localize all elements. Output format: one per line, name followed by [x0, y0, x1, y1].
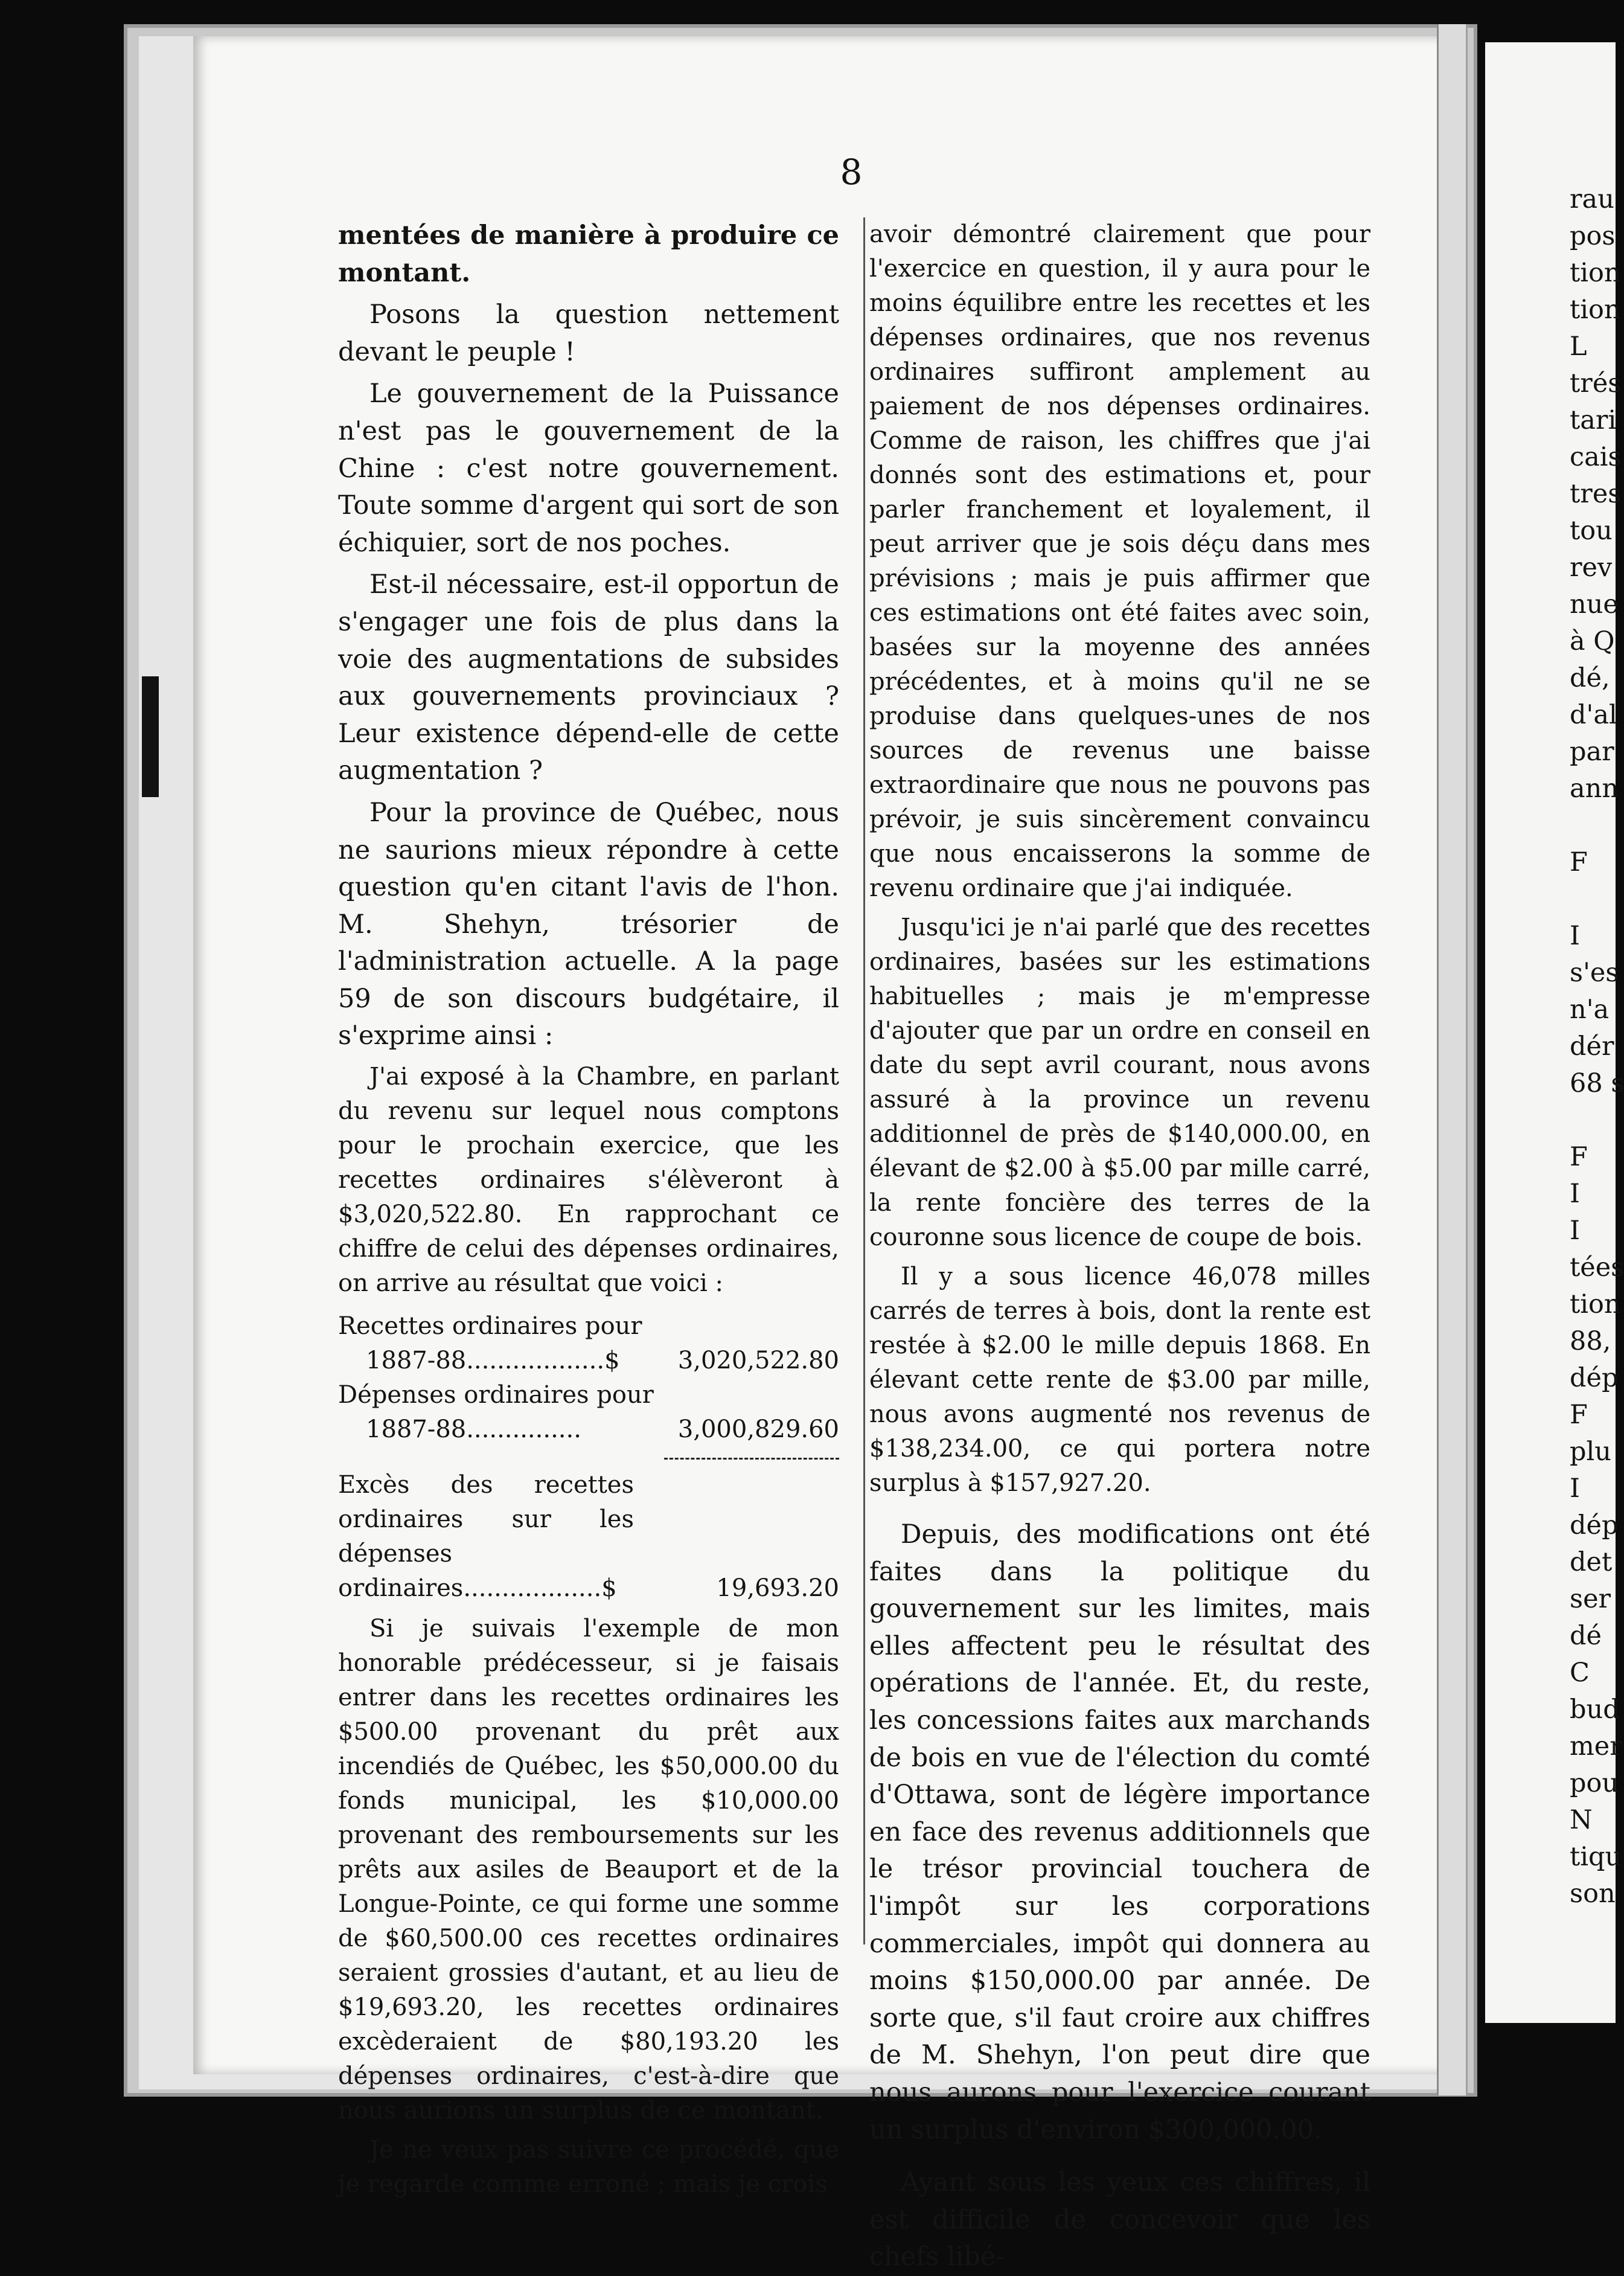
facing-page-fragment: à Q	[1570, 626, 1615, 656]
facing-page-fragment: F	[1570, 1400, 1588, 1430]
facing-page-fragment: dép	[1570, 1510, 1619, 1540]
facing-page-fragment: dér	[1570, 1031, 1614, 1062]
facing-page-fragment: tiqu	[1570, 1842, 1622, 1872]
facing-page-fragment: rau	[1570, 184, 1614, 214]
facing-page-fragment: tou	[1570, 516, 1613, 546]
page-tab-shadow	[142, 676, 159, 797]
facing-page-fragment: bud	[1570, 1694, 1620, 1725]
facing-page-fragment: tari	[1570, 405, 1617, 435]
facing-page-fragment: dé,	[1570, 663, 1610, 693]
paragraph: Est-il nécessaire, est-il opportun de s'engager une fois de plus dans la voie des augmentations de subsides aux gouvernements provinciaux ? Leur existence dépend-elle de cette augmentation ?	[338, 569, 839, 786]
facing-page-fragment: I	[1570, 921, 1580, 951]
ledger-row-depenses	[338, 1378, 839, 1412]
page-number: 8	[840, 152, 863, 193]
ledger-row-exces	[338, 1468, 839, 1606]
ledger-amount: 3,020,522.80	[677, 1347, 839, 1375]
ledger-amount: 3,000,829.60	[677, 1415, 839, 1444]
paragraph: Je ne veux pas suivre ce procédé, que je regarde comme erroné ; mais je crois	[338, 2136, 839, 2199]
facing-page-fragment: ser	[1570, 1584, 1611, 1614]
facing-page-fragment: I	[1570, 1473, 1580, 1504]
paragraph: Jusqu'ici je n'ai parlé que des recettes ordinaires, basées sur les estimations habituelles ; mais je m'empresse d'ajouter que par un ordre en conseil en date du sept avril courant, nous avons assuré à la province un revenu additionnel de près de $140,000.00, en élevant de $2.00 à $5.00 par mille carré, la rente foncière des terres de la couronne sous licence de coupe de bois.	[869, 914, 1370, 1251]
facing-page-fragment: par	[1570, 737, 1614, 767]
paragraph: avoir démontré clairement que pour l'exercice en question, il y aura pour le moins équilibre entre les recettes et les dépenses ordinaires, que nos revenus ordinaires suffiront amplement au paiement de nos dépenses ordinaires. Comme de raison, les chiffres que j'ai donnés sont des estimations et, pour parler franchement et loyalement, il peut arriver que je sois déçu dans mes prévisions ; mais je puis affirmer que ces estimations ont été faites avec soin, basées sur la moyenne des années précédentes, et à moins qu'il ne se produise dans quelques-unes de nos sources de revenus une baisse extraordinaire que nous ne pouvons pas prévoir, je suis sincèrement convaincu que nous encaisserons la somme de revenu ordinaire que j'ai indiquée.	[869, 220, 1370, 902]
ledger-label: Excès des recettes ordinaires sur les dépenses ordinaires..................$	[338, 1471, 634, 1603]
facing-page-fragment: rev	[1570, 553, 1613, 583]
facing-page-fragment	[1570, 881, 1616, 918]
facing-page-fragment: tion	[1570, 1289, 1621, 1319]
facing-page-fragment: det	[1570, 1547, 1613, 1577]
facing-page-fragment: pou	[1570, 1768, 1619, 1798]
ledger-label: Dépenses ordinaires pour	[338, 1381, 654, 1409]
facing-page-fragment: 68 s	[1570, 1068, 1624, 1098]
paragraph: J'ai exposé à la Chambre, en parlant du revenu sur lequel nous comptons pour le prochain exercice, que les recettes ordinaires s'élèveront à $3,020,522.80. En rapprochant ce chiffre de celui des dépenses ordinaires, on arrive au résultat que voici :	[338, 1063, 839, 1298]
paragraph: Posons la question nettement devant le peuple !	[338, 300, 839, 367]
facing-page-fragment: mer	[1570, 1731, 1622, 1761]
paragraph: Si je suivais l'exemple de mon honorable prédécesseur, si je faisais entrer dans les recettes ordinaires les $500.00 provenant du prêt aux incendiés de Québec, les $50,000.00 du fonds municipal, les $10,000.00 provenant des remboursements sur les prêts aux asiles de Beauport et de la Longue-Pointe, ce qui forme une somme de $60,500.00 ces recettes ordinaires seraient grossies d'autant, et au lieu de $19,693.20, les recettes ordinaires excèderaient de $80,193.20 les dépenses ordinaires, c'est-à-dire que nous aurions un surplus de ce montant.	[338, 1615, 839, 2125]
facing-page-fragment: cais	[1570, 442, 1622, 472]
facing-page-fragment: ann	[1570, 774, 1619, 804]
facing-page-fragment: d'al	[1570, 700, 1617, 730]
ledger-row-depenses-amount	[338, 1412, 839, 1447]
facing-page-fragment	[1570, 807, 1616, 844]
facing-page-fragment: tion	[1570, 295, 1621, 325]
page-fold	[1437, 24, 1468, 2095]
facing-page-fragment	[1570, 1102, 1616, 1139]
budget-ledger	[338, 1309, 839, 1606]
facing-page-fragment: n'a	[1570, 995, 1610, 1025]
paragraph: mentées de manière à produire ce montant.	[338, 220, 839, 288]
facing-page-fragment: tres	[1570, 479, 1622, 509]
facing-page-fragment: C	[1570, 1658, 1590, 1688]
facing-page-fragment: 88,	[1570, 1326, 1611, 1356]
ledger-row-recettes	[338, 1309, 839, 1344]
ledger-label: Recettes ordinaires pour	[338, 1312, 642, 1341]
left-column	[338, 217, 839, 2202]
facing-page-fragment: I	[1570, 1216, 1580, 1246]
facing-page-fragment: N	[1570, 1805, 1593, 1835]
facing-page-fragment: L	[1570, 332, 1587, 362]
paragraph: Ayant sous les yeux ces chiffres, il est difficile de concevoir que les chefs libé-	[869, 2167, 1370, 2272]
facing-page-fragment: F	[1570, 1142, 1588, 1172]
paragraph: Depuis, des modifications ont été faites dans la politique du gouvernement sur les limites, mais elles affectent peu le résultat des opérations de l'année. Et, du reste, les concessions faites aux marchands de bois en vue de l'élection du comté d'Ottawa, sont de légère importance en face des revenus additionnels que le trésor provincial touchera de l'impôt sur les corporations commerciales, impôt qui donnera au moins $150,000.00 par année. De sorte que, s'il faut croire aux chiffres de M. Shehyn, l'on peut dire que nous aurons pour l'exercice courant un surplus d'environ $300,000.00.	[869, 1519, 1370, 2145]
facing-page-fragment: pos	[1570, 221, 1616, 251]
facing-page-fragment: F	[1570, 847, 1588, 877]
facing-page-fragment: son	[1570, 1879, 1616, 1909]
facing-page-fragment: nue	[1570, 589, 1619, 620]
ledger-year: 1887-88..................$	[366, 1347, 620, 1375]
facing-page-fragment: dép	[1570, 1363, 1619, 1393]
facing-page-fragment: I	[1570, 1179, 1580, 1209]
facing-page-fragment: dé	[1570, 1621, 1602, 1651]
ledger-year: 1887-88...............	[366, 1415, 581, 1444]
paragraph: Pour la province de Québec, nous ne saurions mieux répondre à cette question qu'en citant l'avis de l'hon. M. Shehyn, trésorier de l'administration actuelle. A la page 59 de son discours budgétaire, il s'exprime ainsi :	[338, 797, 839, 1051]
facing-page-fragment: tées	[1570, 1252, 1624, 1283]
facing-page-fragment: trés	[1570, 368, 1622, 399]
paragraph: Il y a sous licence 46,078 milles carrés de terres à bois, dont la rente est restée à $2.00 le mille depuis 1868. En élevant cette rente de $3.00 par mille, nous avons augmenté nos revenus de $138,234.00, ce qui portera notre surplus à $157,927.20.	[869, 1263, 1370, 1497]
paragraph: Le gouvernement de la Puissance n'est pas le gouvernement de la Chine : c'est notre gouvernement. Toute somme d'argent qui sort de son échiquier, sort de nos poches.	[338, 379, 839, 558]
facing-page-fragment: s'es	[1570, 958, 1619, 988]
column-divider	[863, 217, 865, 1944]
facing-page-fragment: tion	[1570, 258, 1621, 288]
facing-page-fragment: plu	[1570, 1437, 1611, 1467]
ledger-amount: 19,693.20	[716, 1574, 839, 1603]
ledger-rule	[664, 1458, 839, 1460]
right-column	[869, 217, 1370, 2276]
ledger-row-recettes-amount	[338, 1344, 839, 1378]
facing-page-fragments	[1570, 181, 1624, 1912]
